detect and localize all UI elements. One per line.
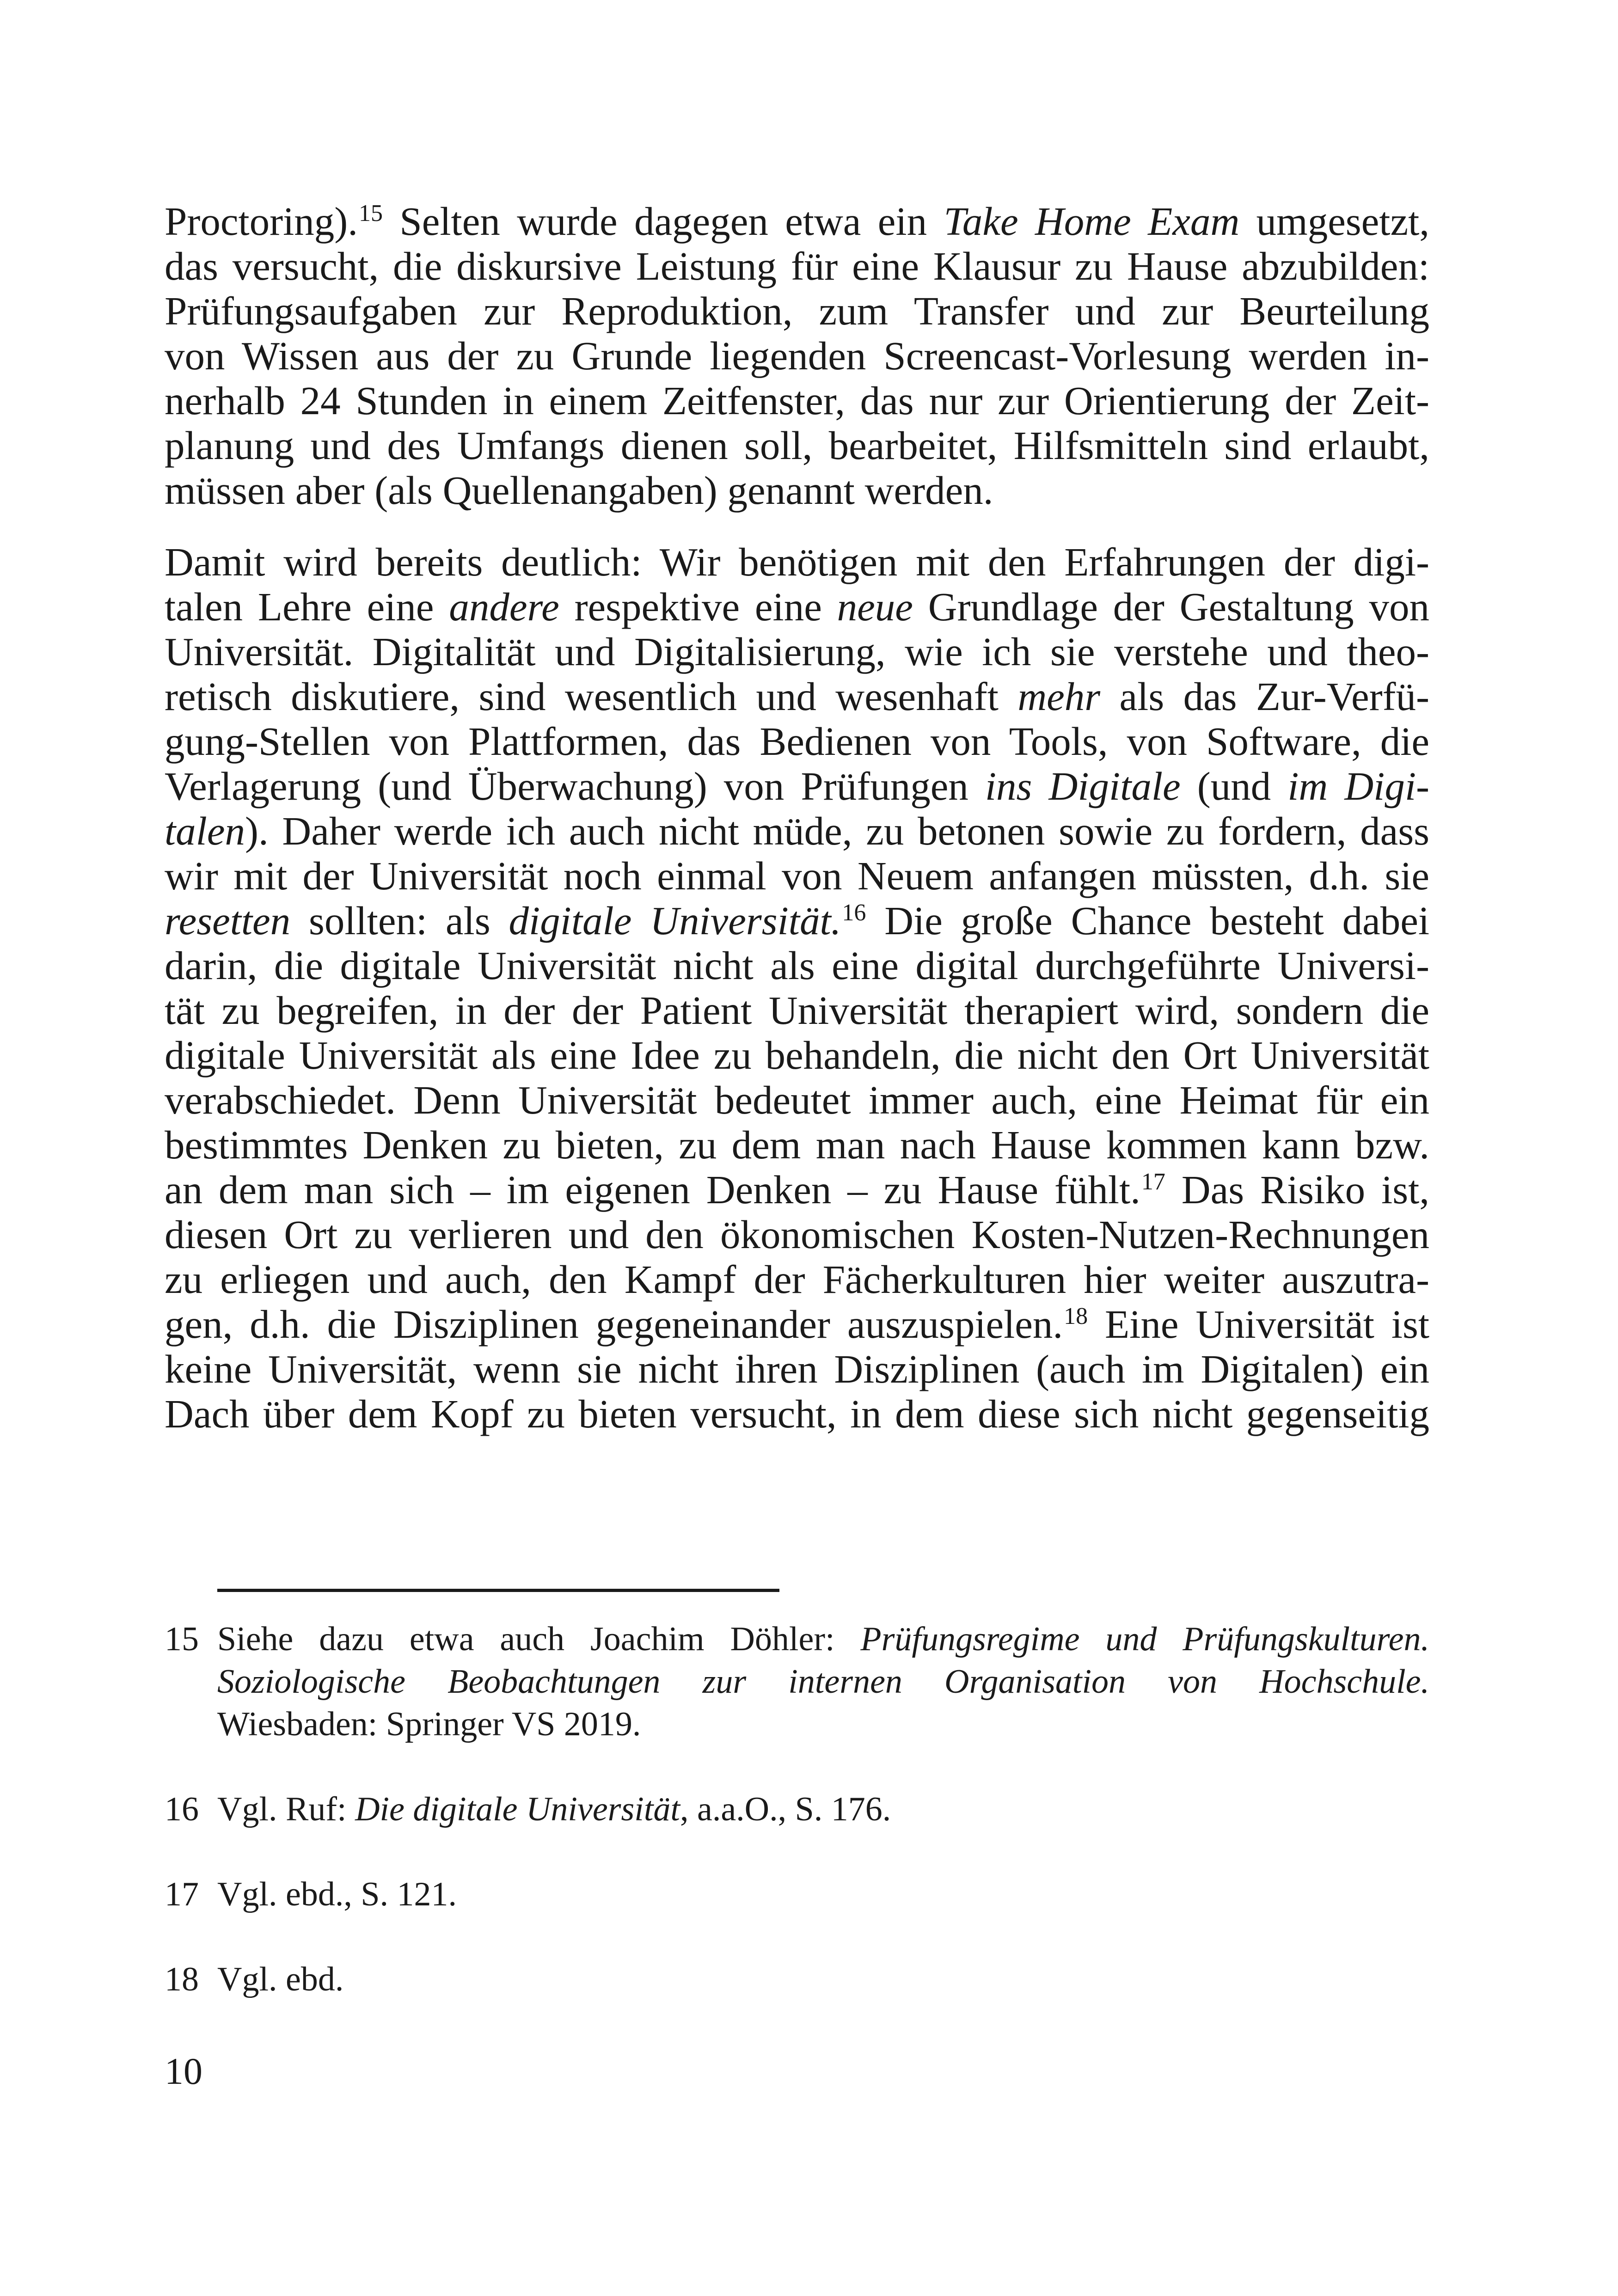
text-line: digitale Universität als eine Idee zu behandeln, die nicht den Ort Universität — [165, 1033, 1429, 1078]
text-line: das versucht, die diskursive Leistung für eine Klausur zu Hause abzubilden: — [165, 244, 1429, 288]
footnote-number: 16 — [165, 1790, 199, 1828]
footnote-ref-18: 18 — [1064, 1303, 1088, 1329]
footnote-17 — [165, 1873, 1429, 1916]
footnote-ref-15: 15 — [359, 200, 383, 227]
text-line: zu erliegen und auch, den Kampf der Fächerkulturen hier weiter auszutra- — [165, 1257, 1429, 1302]
footnotes — [165, 1618, 1429, 2001]
footnote-number: 15 — [165, 1620, 199, 1658]
text-line: gen, d.h. die Disziplinen gegeneinander auszuspielen.$^{18}$ Eine Universität ist — [165, 1302, 1430, 1347]
text-line: Universität. Digitalität und Digitalisierung, wie ich sie verstehe und theo- — [165, 629, 1429, 674]
text-line: talen). Daher werde ich auch nicht müde, zu betonen sowie zu fordern, dass — [165, 808, 1429, 853]
footnote-text: Vgl. ebd. — [217, 1960, 344, 1998]
footnote-text: Vgl. ebd., S. 121. — [217, 1875, 457, 1913]
text-line: bestimmtes Denken zu bieten, zu dem man nach Hause kommen kann bzw. — [165, 1122, 1429, 1167]
text-line: Prüfungsaufgaben zur Reproduktion, zum Transfer und zur Beurteilung — [165, 288, 1429, 333]
paragraph-1 — [165, 199, 1429, 513]
text-line: nerhalb 24 Stunden in einem Zeitfenster, das nur zur Orientierung der Zeit- — [165, 378, 1429, 423]
footnote-ref-16: 16 — [842, 900, 866, 926]
footnote-number: 18 — [165, 1960, 199, 1998]
footnote-number: 17 — [165, 1875, 199, 1913]
page-number: 10 — [165, 2050, 202, 2092]
text-line: talen Lehre eine andere respektive eine neue Grundlage der Gestaltung von — [165, 584, 1429, 629]
footnote-15 — [165, 1618, 1429, 1745]
footnote-divider — [217, 1589, 779, 1592]
text-line: keine Universität, wenn sie nicht ihren Disziplinen (auch im Digitalen) ein — [165, 1347, 1429, 1391]
text-line: diesen Ort zu verlieren und den ökonomischen Kosten-Nutzen-Rechnungen — [165, 1212, 1429, 1257]
text-line: retisch diskutiere, sind wesentlich und wesenhaft mehr als das Zur-Verfü- — [165, 674, 1429, 719]
text-line: Dach über dem Kopf zu bieten versucht, in dem diese sich nicht gegenseitig — [165, 1391, 1429, 1436]
text-line: darin, die digitale Universität nicht als eine digital durchgeführte Universi- — [165, 943, 1429, 988]
text-line: Verlagerung (und Überwachung) von Prüfungen ins Digitale (und im Digi- — [165, 764, 1429, 808]
text-line: verabschiedet. Denn Universität bedeutet immer auch, eine Heimat für ein — [165, 1078, 1429, 1122]
text-line: von Wissen aus der zu Grunde liegenden Screencast-Vorlesung werden in- — [165, 333, 1429, 378]
text-line: planung und des Umfangs dienen soll, bearbeitet, Hilfsmitteln sind erlaubt, — [165, 423, 1429, 468]
footnote-text: Siehe dazu etwa auch Joachim Döhler: Prüfungsregime und Prüfungskulturen. Soziologische Beobachtungen zur internen Organisation von Hochschule. Wiesbaden: Springer VS 2019. — [217, 1620, 1429, 1743]
paragraph-2 — [165, 539, 1429, 1436]
text-line: Proctoring).$^{15}$ Selten wurde dagegen etwa ein Take Home Exam umgesetzt, — [165, 199, 1429, 244]
text-line: an dem man sich – im eigenen Denken – zu Hause fühlt.$^{17}$ Das Risiko ist, — [165, 1167, 1429, 1212]
text-line: gung-Stellen von Plattformen, das Bedienen von Tools, von Software, die — [165, 719, 1429, 764]
text-line: wir mit der Universität noch einmal von Neuem anfangen müssten, d.h. sie — [165, 853, 1429, 898]
footnote-16 — [165, 1788, 1429, 1831]
main-text — [165, 199, 1429, 1436]
footnote-text: Vgl. Ruf: Die digitale Universität, a.a.O., S. 176. — [217, 1790, 891, 1828]
text-line: müssen aber (als Quellenangaben) genannt werden. — [165, 468, 993, 513]
text-line: resetten sollten: als digitale Universität.$^{16}$ Die große Chance besteht dabei — [165, 898, 1429, 943]
footnote-18 — [165, 1958, 1429, 2001]
text-line: Damit wird bereits deutlich: Wir benötigen mit den Erfahrungen der digi- — [165, 539, 1429, 584]
text-line: tät zu begreifen, in der der Patient Universität therapiert wird, sondern die — [165, 988, 1429, 1033]
footnote-ref-17: 17 — [1141, 1169, 1165, 1195]
